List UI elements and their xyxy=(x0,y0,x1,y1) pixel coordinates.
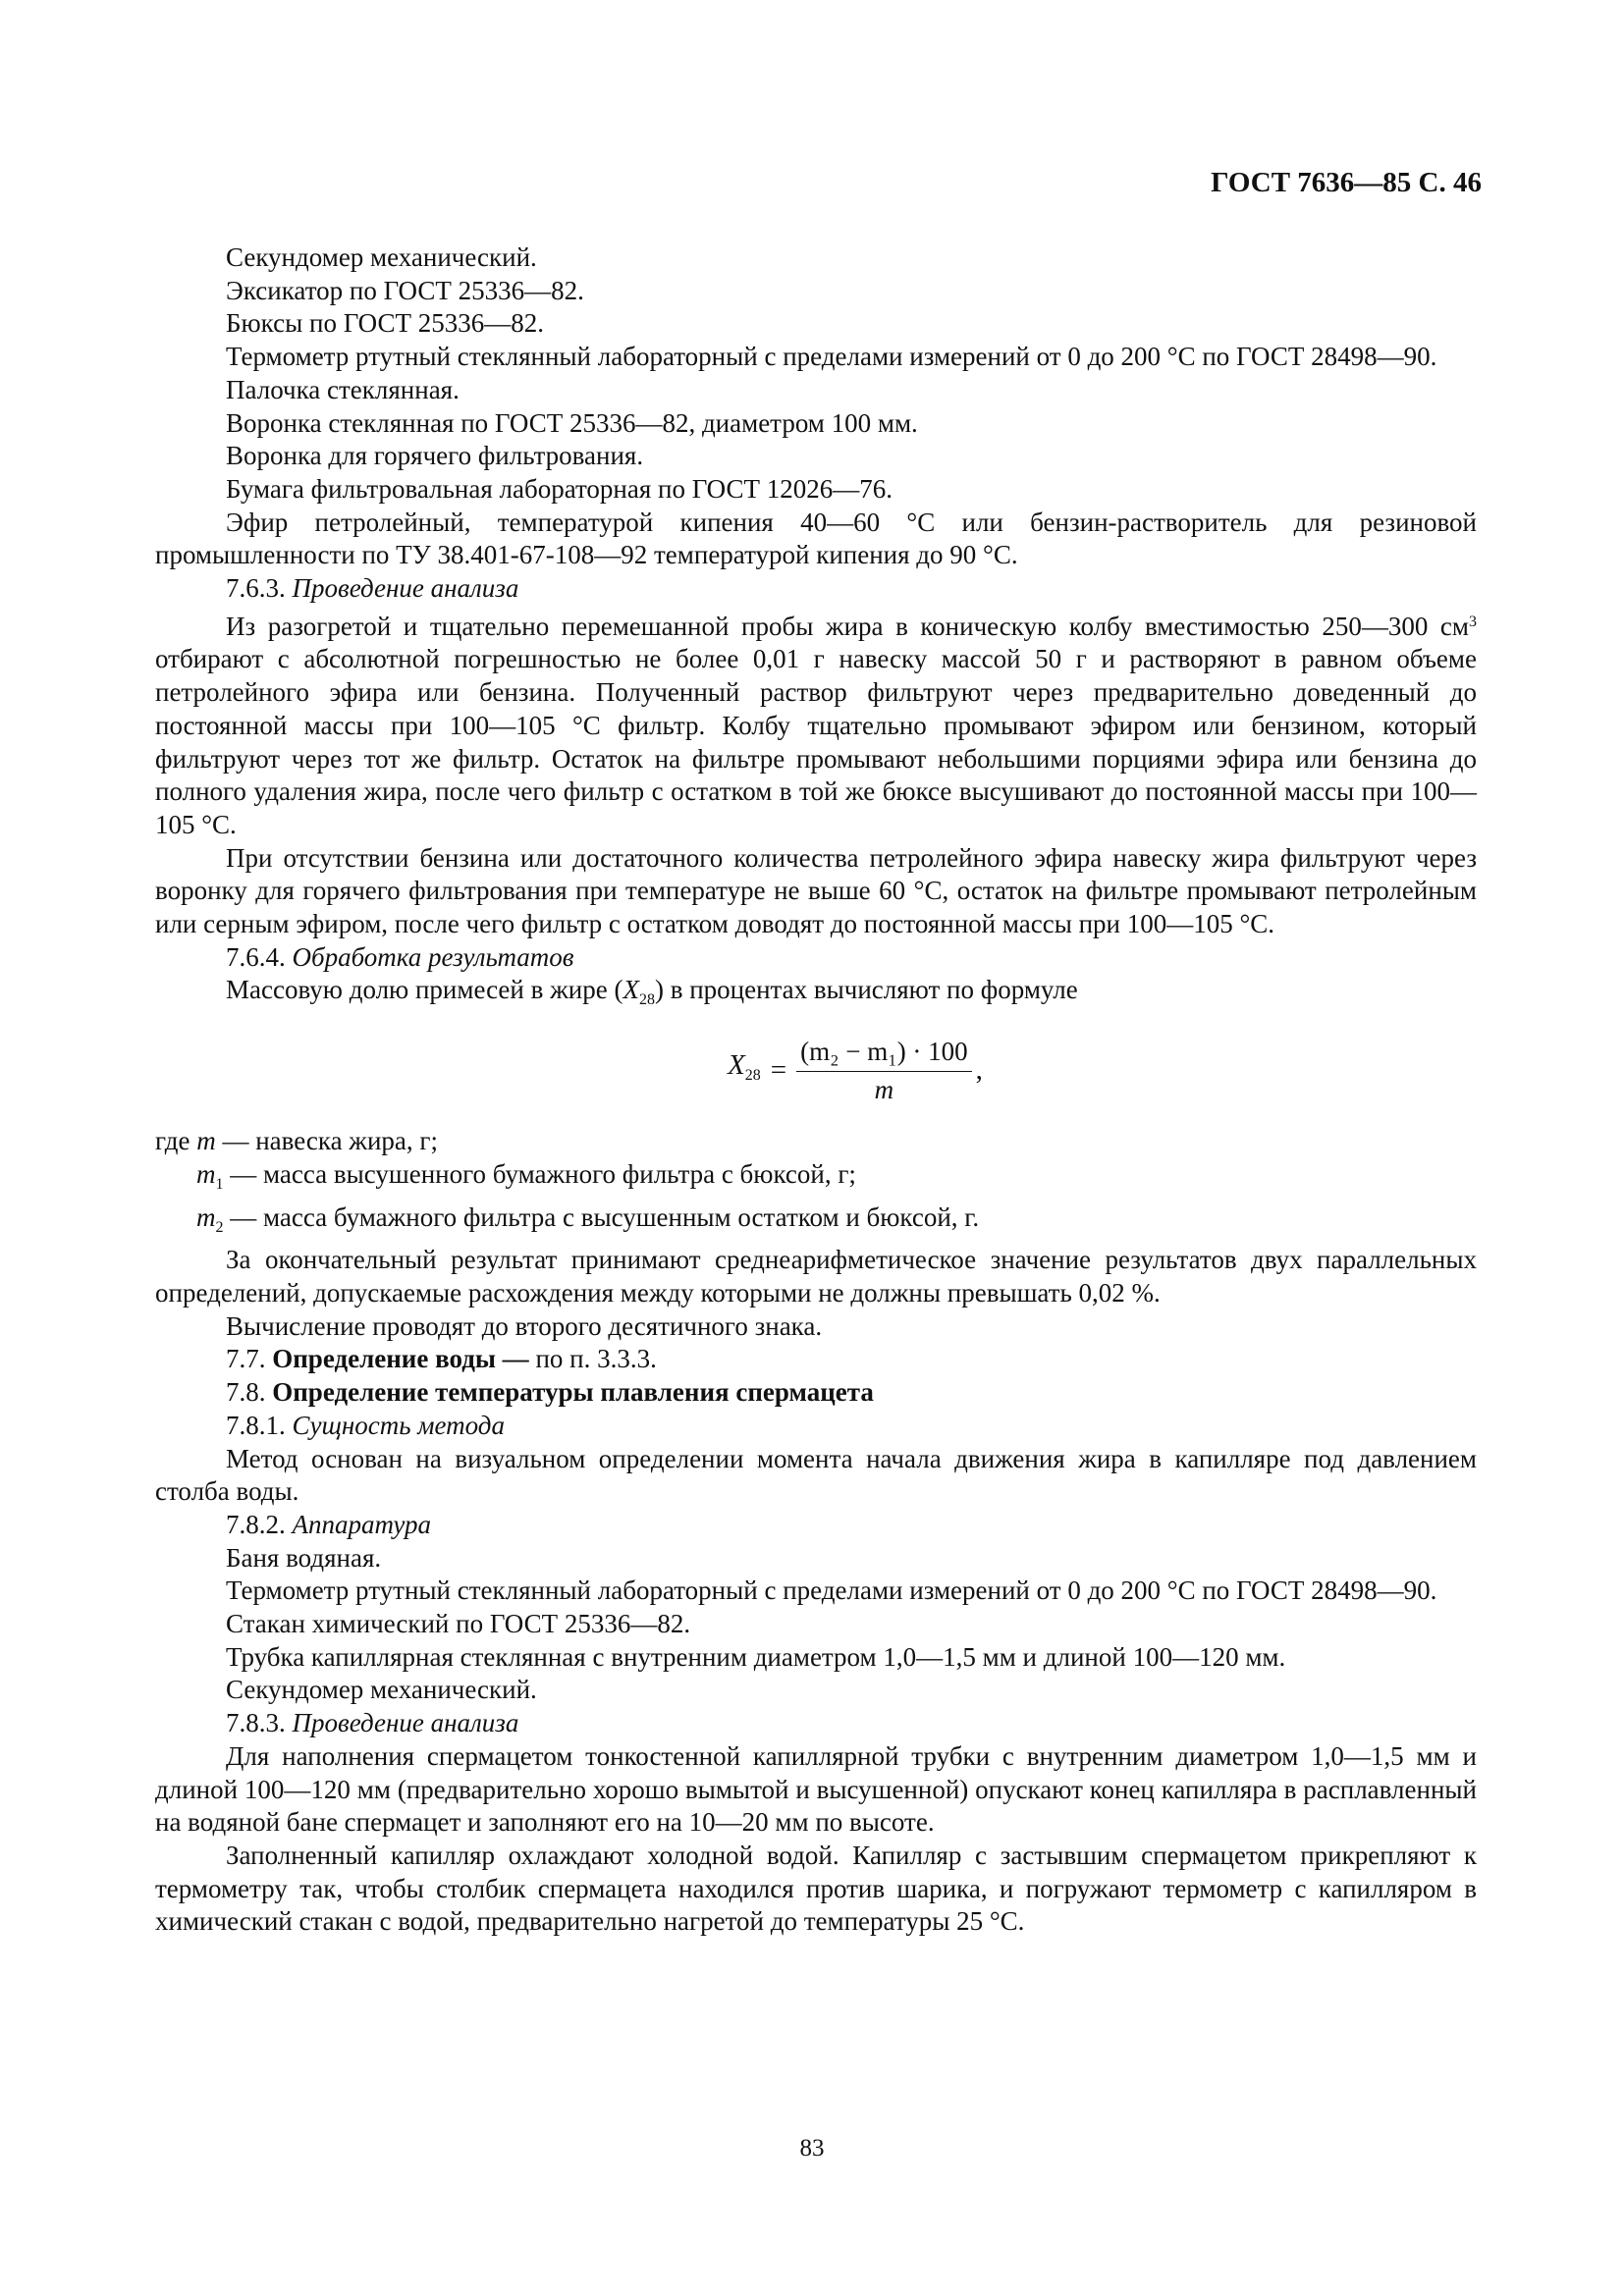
page-number: 83 xyxy=(799,2135,825,2162)
text-run: — масса высушенного бумажного фильтра с бюксой, г; xyxy=(223,1158,856,1189)
section-heading-7-8-2 xyxy=(155,1509,1477,1542)
variable: m xyxy=(196,1201,216,1232)
paragraph xyxy=(155,974,1477,1017)
variable: X xyxy=(623,975,639,1005)
paragraph: Бюксы по ГОСТ 25336—82. xyxy=(226,308,544,339)
paragraph: Воронка для горячего фильтрования. xyxy=(226,441,644,471)
variable: m xyxy=(196,1158,216,1189)
page-header: ГОСТ 7636—85 С. 46 xyxy=(1211,167,1482,198)
text-run: Массовую долю примесей в жире ( xyxy=(226,975,623,1005)
text-run: Из разогретой и тщательно перемешанной пробы жира в коническую колбу вместимостью 250—300 см xyxy=(226,611,1469,641)
paragraph: Стакан химический по ГОСТ 25336—82. xyxy=(226,1609,691,1639)
section-number: 7.8.1. xyxy=(226,1410,286,1440)
text-run: — масса бумажного фильтра с высушенным остатком и бюксой, г. xyxy=(223,1201,980,1232)
subscript: 1 xyxy=(215,1175,224,1193)
section-number: 7.6.3. xyxy=(226,573,286,604)
section-title: Сущность метода xyxy=(292,1410,505,1440)
section-heading-7-6-3 xyxy=(155,572,1477,606)
formula-lhs xyxy=(728,1049,761,1093)
paragraph: За окончательный результат принимают среднеарифметическое значение результатов двух параллельных определений, допускаемые расхождения между которыми не должны превышать 0,02 %. xyxy=(155,1245,1477,1308)
text-run: ) в процентах вычисляют по формуле xyxy=(654,975,1078,1005)
section-title: Определение температуры плавления спермацета xyxy=(272,1377,874,1408)
formula xyxy=(155,1017,1477,1125)
paragraph: Бумага фильтровальная лабораторная по ГОСТ 12026—76. xyxy=(226,473,893,504)
section-title: Определение воды — xyxy=(272,1344,529,1374)
section-number: 7.7. xyxy=(226,1344,273,1374)
section-heading-7-8 xyxy=(155,1376,1477,1410)
formula-fraction xyxy=(796,1036,972,1106)
variable-definition xyxy=(155,1158,1477,1201)
paragraph: Палочка стеклянная. xyxy=(226,374,460,404)
formula-equals: = xyxy=(770,1054,787,1087)
section-title: Обработка результатов xyxy=(292,941,574,972)
section-number: 7.8. xyxy=(226,1377,273,1408)
section-title: Аппаратура xyxy=(292,1509,431,1539)
paragraph: Заполненный капилляр охлаждают холодной водой. Капилляр с застывшим спермацетом прикрепляют к термометру так, чтобы столбик спермацета находился против шарика, и погружают термометр с капилляром в химический стакан с водой, предварительно нагретой до температуры 25 °С. xyxy=(155,1840,1477,1937)
variable-definition xyxy=(155,1201,1477,1245)
paragraph: Баня водяная. xyxy=(226,1542,382,1573)
superscript: 3 xyxy=(1469,613,1477,630)
section-number: 7.8.3. xyxy=(226,1708,286,1738)
paragraph: Воронка стеклянная по ГОСТ 25336—82, диаметром 100 мм. xyxy=(226,407,918,438)
subscript: 28 xyxy=(638,991,655,1009)
text-run: отбирают с абсолютной погрешностью не более 0,01 г навеску массой 50 г и растворяют в равном объеме петролейного эфира или бензина. Полученный раствор фильтруют через предварительно доведенный до постоянной массы при 100—105 °С фильтр. Колбу тщательно промывают эфиром или бензином, который фильтруют через тот же фильтр. Остаток на фильтре промывают небольшими порциями эфира или бензина до полного удаления жира, после чего фильтр с остатком в той же бюксе высушивают до постоянной массы при 100—105 °С. xyxy=(155,644,1477,839)
document-body xyxy=(155,241,1477,1939)
paragraph: Секундомер механический. xyxy=(226,242,537,272)
section-number: 7.6.4. xyxy=(226,941,286,972)
section-heading-7-6-4 xyxy=(155,941,1477,975)
paragraph: Секундомер механический. xyxy=(226,1675,537,1705)
section-heading-7-7 xyxy=(155,1343,1477,1376)
formula-variable: X xyxy=(728,1049,745,1082)
paragraph: Метод основан на визуальном определении момента начала движения жира в капилляре под давлением столба воды. xyxy=(155,1443,1477,1507)
formula-comma: , xyxy=(975,1054,983,1087)
paragraph: Эксикатор по ГОСТ 25336—82. xyxy=(226,275,584,305)
variable-definition xyxy=(155,1125,1477,1158)
paragraph xyxy=(155,606,1477,842)
text-run: где xyxy=(155,1126,197,1156)
section-title: Проведение анализа xyxy=(292,573,519,604)
section-heading-7-8-3 xyxy=(155,1707,1477,1740)
formula-denominator: m xyxy=(874,1074,894,1104)
text-run: — навеска жира, г; xyxy=(215,1126,438,1156)
subscript: 2 xyxy=(215,1218,224,1236)
formula-subscript: 28 xyxy=(744,1067,761,1085)
paragraph: Эфир петролейный, температурой кипения 40—60 °С или бензин-растворитель для резиновой промышленности по ТУ 38.401-67-108—92 температурой кипения до 90 °С. xyxy=(155,507,1477,570)
text-run: по п. 3.3.3. xyxy=(528,1344,657,1374)
section-title: Проведение анализа xyxy=(292,1708,519,1738)
section-heading-7-8-1 xyxy=(155,1410,1477,1443)
section-number: 7.8.2. xyxy=(226,1509,286,1539)
paragraph: Термометр ртутный стеклянный лабораторный с пределами измерений от 0 до 200 °С по ГОСТ 28498—90. xyxy=(226,1575,1437,1606)
paragraph: Термометр ртутный стеклянный лабораторный с пределами измерений от 0 до 200 °С по ГОСТ 28498—90. xyxy=(226,342,1437,372)
variable: m xyxy=(196,1126,216,1156)
paragraph: Трубка капиллярная стеклянная с внутренним диаметром 1,0—1,5 мм и длиной 100—120 мм. xyxy=(226,1641,1286,1672)
paragraph: При отсутствии бензина или достаточного количества петролейного эфира навеску жира фильтруют через воронку для горячего фильтрования при температуре не выше 60 °С, остаток на фильтре промывают петролейным или серным эфиром, после чего фильтр с остатком доводят до постоянной массы при 100—105 °С. xyxy=(155,842,1477,939)
formula-numerator: (m₂ − m₁) · 100 xyxy=(796,1036,972,1072)
paragraph: Для наполнения спермацетом тонкостенной капиллярной трубки с внутренним диаметром 1,0—1,5 мм и длиной 100—120 мм (предварительно хорошо вымытой и высушенной) опускают конец капилляра в расплавленный на водяной бане спермацет и заполняют его на 10—20 мм по высоте. xyxy=(155,1740,1477,1838)
paragraph: Вычисление проводят до второго десятичного знака. xyxy=(226,1310,823,1341)
